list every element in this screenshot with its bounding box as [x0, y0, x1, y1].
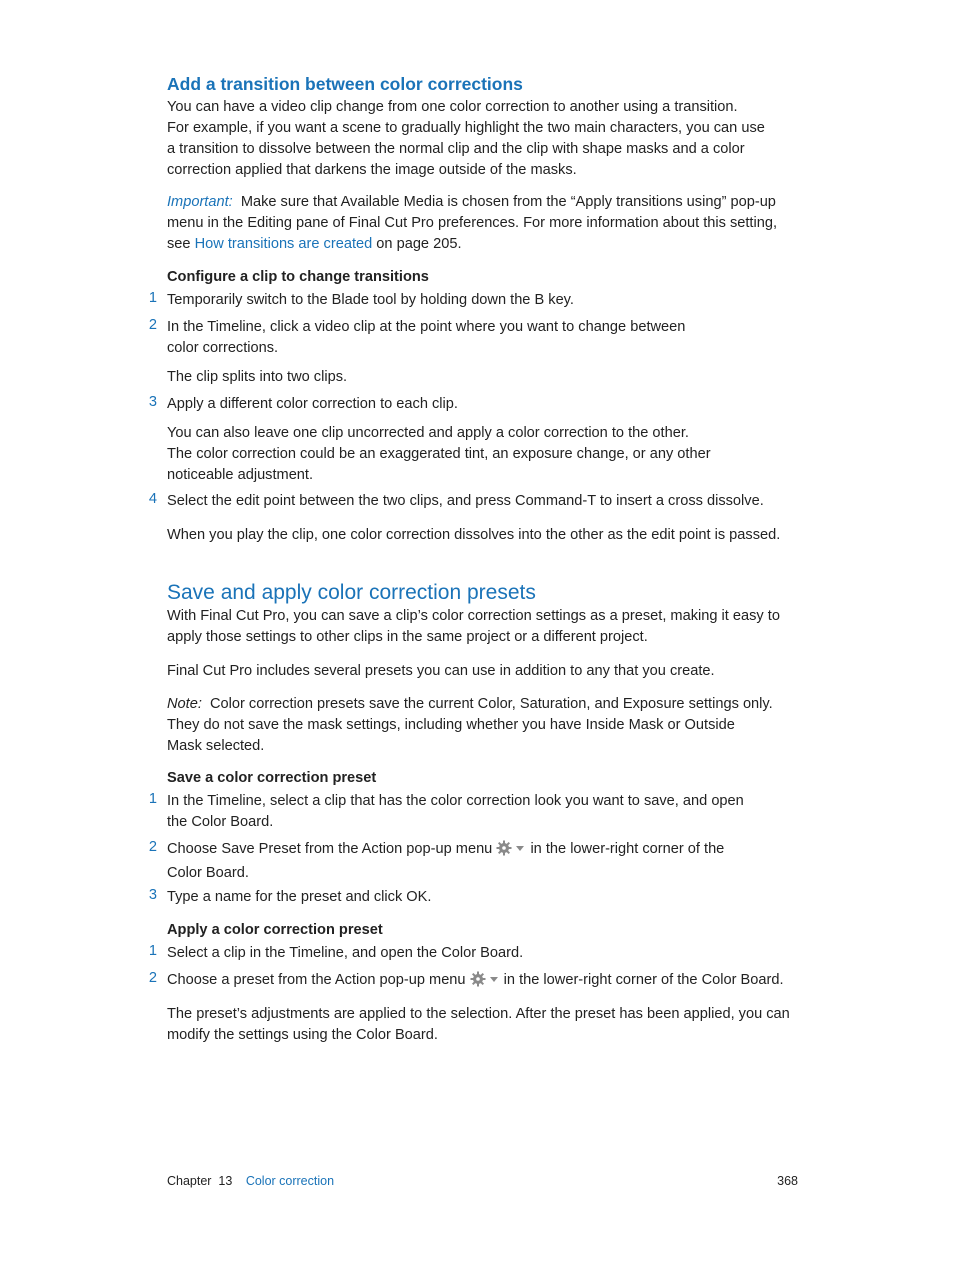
result-line: The color correction could be an exaggerated tint, an exposure change, or any other — [167, 446, 711, 462]
step-text — [167, 317, 685, 359]
intro-line: a transition to dissolve between the normal clip and the clip with shape masks and a color — [167, 141, 745, 157]
step-text: Apply a different color correction to each clip. — [167, 396, 458, 412]
task-title-save: Save a color correction preset — [167, 770, 377, 786]
result-line: noticeable adjustment. — [167, 467, 314, 483]
step-text: Select a clip in the Timeline, and open the Color Board. — [167, 945, 524, 961]
step-line: Choose Save Preset from the Action pop-up menu — [167, 841, 493, 857]
step-number: 3 — [148, 394, 157, 410]
intro-line: correction applied that darkens the image outside of the masks. — [167, 162, 577, 178]
step-result: When you play the clip, one color correction dissolves into the other as the edit point is passed. — [167, 527, 781, 543]
note-text: Color correction presets save the current Color, Saturation, and Exposure settings only. — [210, 696, 773, 712]
note-label: Note: — [167, 696, 202, 712]
how-transitions-link[interactable]: How transitions are created — [194, 236, 373, 252]
step-number: 2 — [148, 970, 157, 986]
step-text: Type a name for the preset and click OK. — [167, 889, 432, 905]
section-heading-presets: Save and apply color correction presets — [167, 581, 536, 604]
task-title-configure: Configure a clip to change transitions — [167, 269, 429, 285]
step-result — [167, 423, 711, 486]
step-line: In the Timeline, select a clip that has the color correction look you want to save, and open — [167, 793, 744, 809]
step-number: 1 — [148, 791, 157, 807]
intro-paragraph — [167, 606, 780, 648]
step-line: color corrections. — [167, 340, 279, 356]
step-text — [167, 970, 784, 994]
important-text: Make sure that Available Media is chosen from the “Apply transitions using” pop-up — [240, 194, 776, 210]
result-line: The preset’s adjustments are applied to the selection. After the preset has been applied, you can — [167, 1006, 790, 1022]
paragraph: Final Cut Pro includes several presets you can use in addition to any that you create. — [167, 663, 715, 679]
step-number: 4 — [148, 491, 157, 507]
step-result: The clip splits into two clips. — [167, 369, 348, 385]
step-number: 2 — [148, 839, 157, 855]
intro-line: With Final Cut Pro, you can save a clip’s color correction settings as a preset, making it easy to — [167, 608, 780, 624]
step-line: in the lower-right corner of the — [530, 841, 725, 857]
important-text: menu in the Editing pane of Final Cut Pro preferences. For more information about this setting, — [167, 215, 778, 231]
step-line: the Color Board. — [167, 814, 274, 830]
important-see: see — [167, 236, 191, 252]
gear-icon — [496, 840, 526, 863]
intro-line: For example, if you want a scene to gradually highlight the two main characters, you can use — [167, 120, 765, 136]
note-line: Mask selected. — [167, 738, 265, 754]
result-line: You can also leave one clip uncorrected and apply a color correction to the other. — [167, 425, 689, 441]
step-result — [167, 1004, 790, 1046]
important-tail: on page 205. — [376, 236, 462, 252]
step-number: 2 — [148, 317, 157, 333]
chapter-label: Chapter 13 — [167, 1174, 233, 1188]
step-text — [167, 839, 724, 884]
intro-line: apply those settings to other clips in the same project or a different project. — [167, 629, 648, 645]
step-line: Color Board. — [167, 865, 249, 881]
chevron-down-icon — [490, 977, 498, 982]
intro-paragraph — [167, 97, 765, 181]
step-text: Select the edit point between the two clips, and press Command-T to insert a cross dissolve. — [167, 493, 764, 509]
task-title-apply: Apply a color correction preset — [167, 922, 383, 938]
important-note — [167, 192, 777, 255]
step-line: In the Timeline, click a video clip at the point where you want to change between — [167, 319, 686, 335]
page-number: 368 — [777, 1174, 798, 1188]
chevron-down-icon — [516, 846, 524, 851]
section-heading-transition: Add a transition between color corrections — [167, 74, 523, 94]
important-label: Important: — [167, 194, 233, 210]
gear-icon — [470, 971, 500, 994]
chapter-title-link[interactable]: Color correction — [245, 1174, 335, 1188]
note-line: They do not save the mask settings, including whether you have Inside Mask or Outside — [167, 717, 735, 733]
footer-chapter — [167, 1174, 334, 1188]
step-number: 1 — [148, 290, 157, 306]
note — [167, 694, 773, 757]
step-text — [167, 791, 744, 833]
result-line: modify the settings using the Color Board. — [167, 1027, 438, 1043]
step-number: 1 — [148, 943, 157, 959]
step-text: Temporarily switch to the Blade tool by holding down the B key. — [167, 292, 574, 308]
step-line: in the lower-right corner of the Color Board. — [503, 972, 784, 988]
step-number: 3 — [148, 887, 157, 903]
intro-line: You can have a video clip change from one color correction to another using a transition. — [167, 99, 738, 115]
step-line: Choose a preset from the Action pop-up menu — [167, 972, 466, 988]
